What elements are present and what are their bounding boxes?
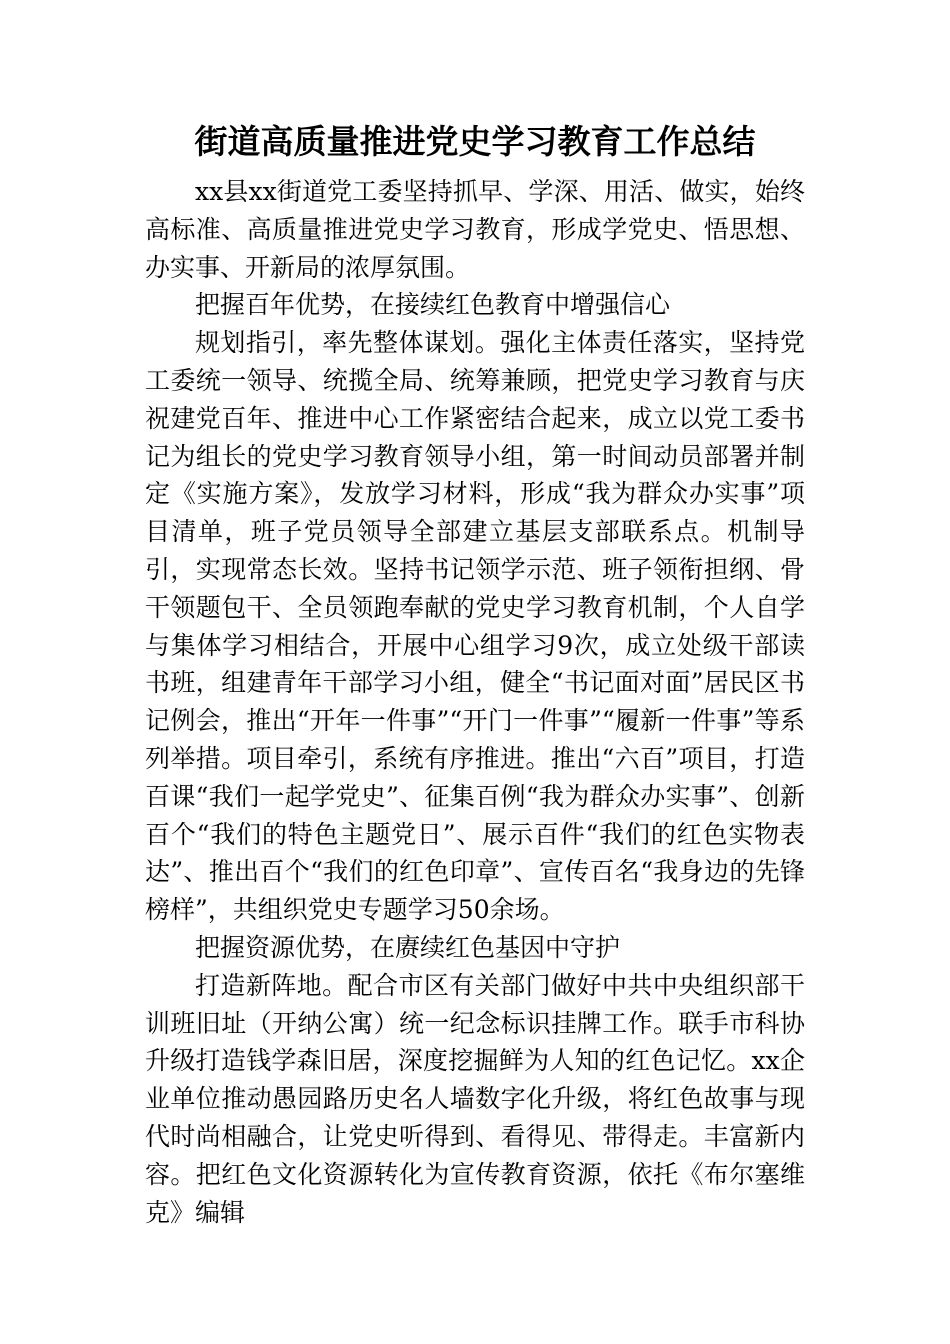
intro-paragraph: xx县xx街道党工委坚持抓早、学深、用活、做实，始终高标准、高质量推进党史学习教育，形成学党史、悟思想、办实事、开新局的浓厚氛围。 [145,177,805,282]
section-heading-1: 把握百年优势，在接续红色教育中增强信心 [195,290,671,320]
section-1-paragraph: 规划指引，率先整体谋划。强化主体责任落实，坚持党工委统一领导、统揽全局、统筹兼顾，把党史学习教育与庆祝建党百年、推进中心工作紧密结合起来，成立以党工委书记为组长的党史学习教育领导小组，第一时间动员部署并制定《实施方案》，发放学习材料，形成“我为群众办实事”项目清单，班子党员领导全部建立基层支部联系点。机制导引，实现常态长效。坚持书记领学示范、班子领衔担纲、骨干领题包干、全员领跑奉献的党史学习教育机制，个人自学与集体学习相结合，开展中心组学习9次，成立处级干部读书班，组建青年干部学习小组，健全“书记面对面”居民区书记例会，推出“开年一件事”“开门一件事”“履新一件事”等系列举措。项目牵引，系统有序推进。推出“六百”项目，打造百课“我们一起学党史”、征集百例“我为群众办实事”、创新百个“我们的特色主题党日”、展示百件“我们的红色实物表达”、推出百个“我们的红色印章”、宣传百名“我身边的先锋榜样”，共组织党史专题学习50余场。 [145,328,805,925]
section-2-paragraph: 打造新阵地。配合市区有关部门做好中共中央组织部干训班旧址（开纳公寓）统一纪念标识挂牌工作。联手市科协升级打造钱学森旧居，深度挖掘鲜为人知的红色记忆。xx企业单位推动愚园路历史名人墙数字化升级，将红色故事与现代时尚相融合，让党史听得到、看得见、带得走。丰富新内容。把红色文化资源转化为宣传教育资源，依托《布尔塞维克》编辑 [145,970,805,1227]
document-body [145,173,805,1231]
document-title: 街道高质量推进党史学习教育工作总结 [194,122,756,161]
section-heading-2: 把握资源优势，在赓续红色基因中守护 [195,932,621,962]
